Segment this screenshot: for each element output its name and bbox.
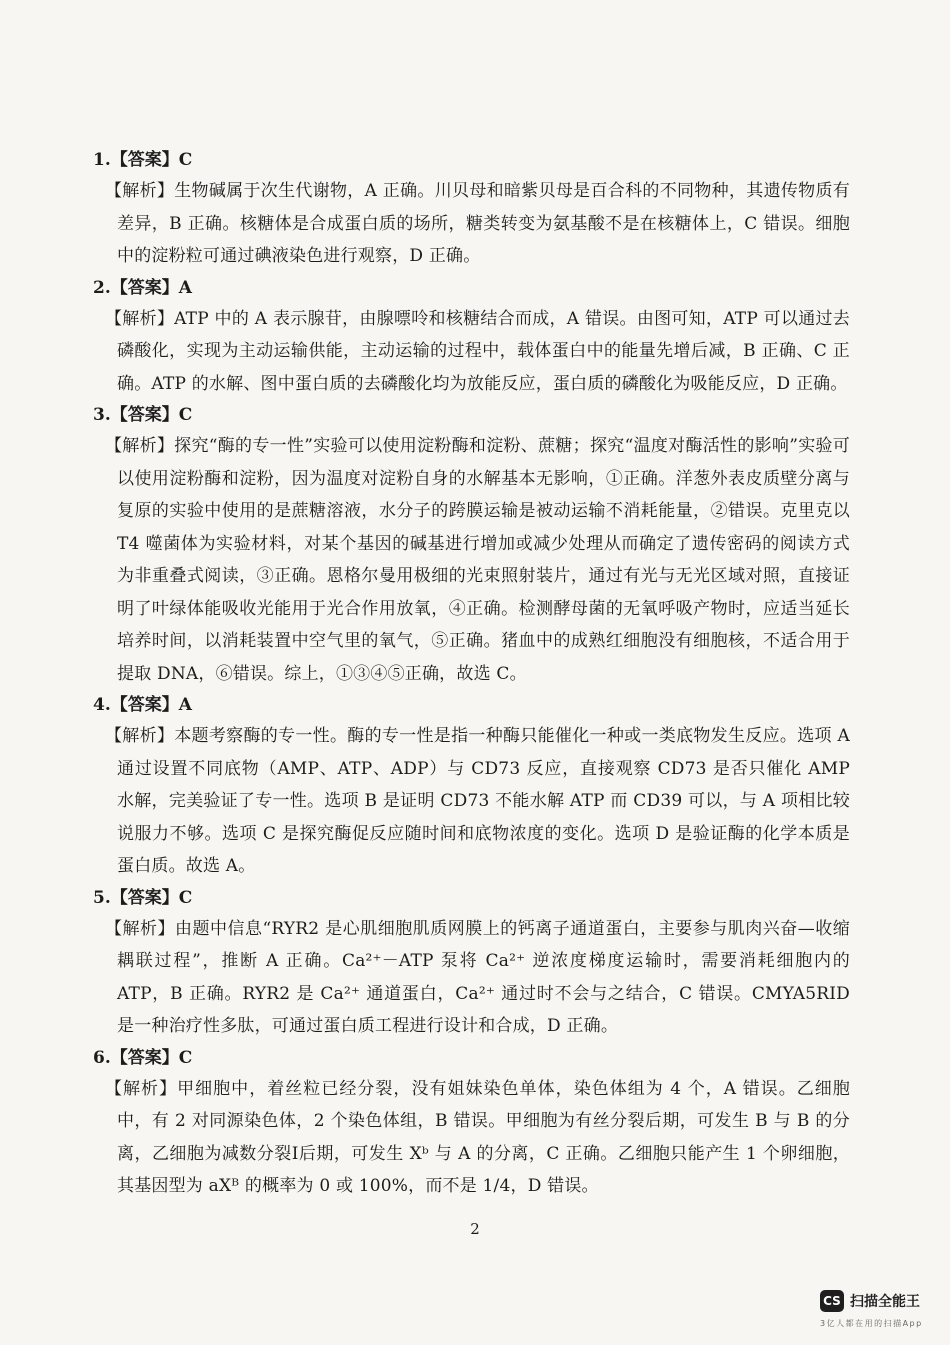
analysis-paragraph bbox=[105, 913, 850, 1043]
analysis-paragraph bbox=[105, 430, 850, 690]
scanner-watermark bbox=[820, 1290, 940, 1338]
analysis-text: 【解析】甲细胞中，着丝粒已经分裂，没有姐妹染色单体，染色体组为 4 个，A 错误。乙细胞中，有 2 对同源染色体，2 个染色体组，B 错误。甲细胞为有丝分裂后期，可发生 B 与 B 的分离，乙细胞为减数分裂Ⅰ后期，可发生 Xᵇ 与 A 的分离，C 正确。乙细胞只能产生 1 个卵细胞，其基因型为 aXᴮ 的概率为 0 或 100%，而不是 1/4，D 错误。 bbox=[105, 1078, 850, 1196]
analysis-text: 【解析】由题中信息“RYR2 是心肌细胞肌质网膜上的钙离子通道蛋白，主要参与肌肉兴奋—收缩耦联过程”，推断 A 正确。Ca²⁺－ATP 泵将 Ca²⁺ 逆浓度梯度运输时，需要消耗细胞内的 ATP，B 正确。RYR2 是 Ca²⁺ 通道蛋白，Ca²⁺ 通过时不会与之结合，C 错误。CMYA5RID 是一种治疗性多肽，可通过蛋白质工程进行设计和合成，D 正确。 bbox=[105, 918, 850, 1036]
page-number: 2 bbox=[470, 1220, 480, 1238]
question-4 bbox=[93, 690, 850, 883]
analysis-paragraph bbox=[105, 175, 850, 273]
analysis-paragraph bbox=[105, 1073, 850, 1203]
answer-line: 4.【答案】A bbox=[93, 695, 192, 715]
answer-line: 3.【答案】C bbox=[93, 405, 193, 425]
question-2 bbox=[93, 273, 850, 401]
answer-line: 1.【答案】C bbox=[93, 150, 193, 170]
watermark-slogan: 3亿人都在用的扫描App bbox=[820, 1319, 923, 1328]
camscanner-logo-icon: CS bbox=[820, 1290, 844, 1312]
answer-line: 2.【答案】A bbox=[93, 277, 192, 298]
question-1 bbox=[93, 145, 850, 273]
question-3 bbox=[93, 400, 850, 690]
analysis-paragraph bbox=[105, 720, 850, 883]
analysis-text: 【解析】探究“酶的专一性”实验可以使用淀粉酶和淀粉、蔗糖；探究“温度对酶活性的影响”实验可以使用淀粉酶和淀粉，因为温度对淀粉自身的水解基本无影响，①正确。洋葱外表皮质壁分离与复原的实验中使用的是蔗糖溶液，水分子的跨膜运输是被动运输不消耗能量，②错误。克里克以 T4 噬菌体为实验材料，对某个基因的碱基进行增加或减少处理从而确定了遗传密码的阅读方式为非重叠式阅读，③正确。恩格尔曼用极细的光束照射装片，通过有光与无光区域对照，直接证明了叶绿体能吸收光能用于光合作用放氧，④正确。检测酵母菌的无氧呼吸产物时，应适当延长培养时间，以消耗装置中空气里的氧气，⑤正确。猪血中的成熟红细胞没有细胞核，不适合用于提取 DNA，⑥错误。综上，①③④⑤正确，故选 C。 bbox=[105, 436, 850, 684]
answer-line: 6.【答案】C bbox=[93, 1047, 193, 1068]
analysis-text: 【解析】生物碱属于次生代谢物，A 正确。川贝母和暗紫贝母是百合科的不同物种，其遗传物质有差异，B 正确。核糖体是合成蛋白质的场所，糖类转变为氨基酸不是在核糖体上，C 错误。细胞中的淀粉粒可通过碘液染色进行观察，D 正确。 bbox=[105, 181, 850, 266]
answer-line: 5.【答案】C bbox=[93, 887, 193, 908]
analysis-text: 【解析】ATP 中的 A 表示腺苷，由腺嘌呤和核糖结合而成，A 错误。由图可知，ATP 可以通过去磷酸化，实现为主动运输供能，主动运输的过程中，载体蛋白中的能量先增后减，B 正确、C 正确。ATP 的水解、图中蛋白质的去磷酸化均为放能反应，蛋白质的磷酸化为吸能反应，D 正确。 bbox=[105, 308, 850, 394]
analysis-paragraph bbox=[105, 303, 850, 401]
question-5 bbox=[93, 883, 850, 1043]
question-6 bbox=[93, 1043, 850, 1203]
analysis-text: 【解析】本题考察酶的专一性。酶的专一性是指一种酶只能催化一种或一类底物发生反应。选项 A 通过设置不同底物（AMP、ATP、ADP）与 CD73 反应，直接观察 CD73 是否只催化 AMP 水解，完美验证了专一性。选项 B 是证明 CD73 不能水解 ATP 而 CD39 可以，与 A 项相比较说服力不够。选项 C 是探究酶促反应随时间和底物浓度的变化。选项 D 是验证酶的化学本质是蛋白质。故选 A。 bbox=[105, 726, 850, 876]
answer-key-content bbox=[93, 145, 850, 1203]
watermark-app-name: 扫描全能王 bbox=[850, 1294, 920, 1310]
